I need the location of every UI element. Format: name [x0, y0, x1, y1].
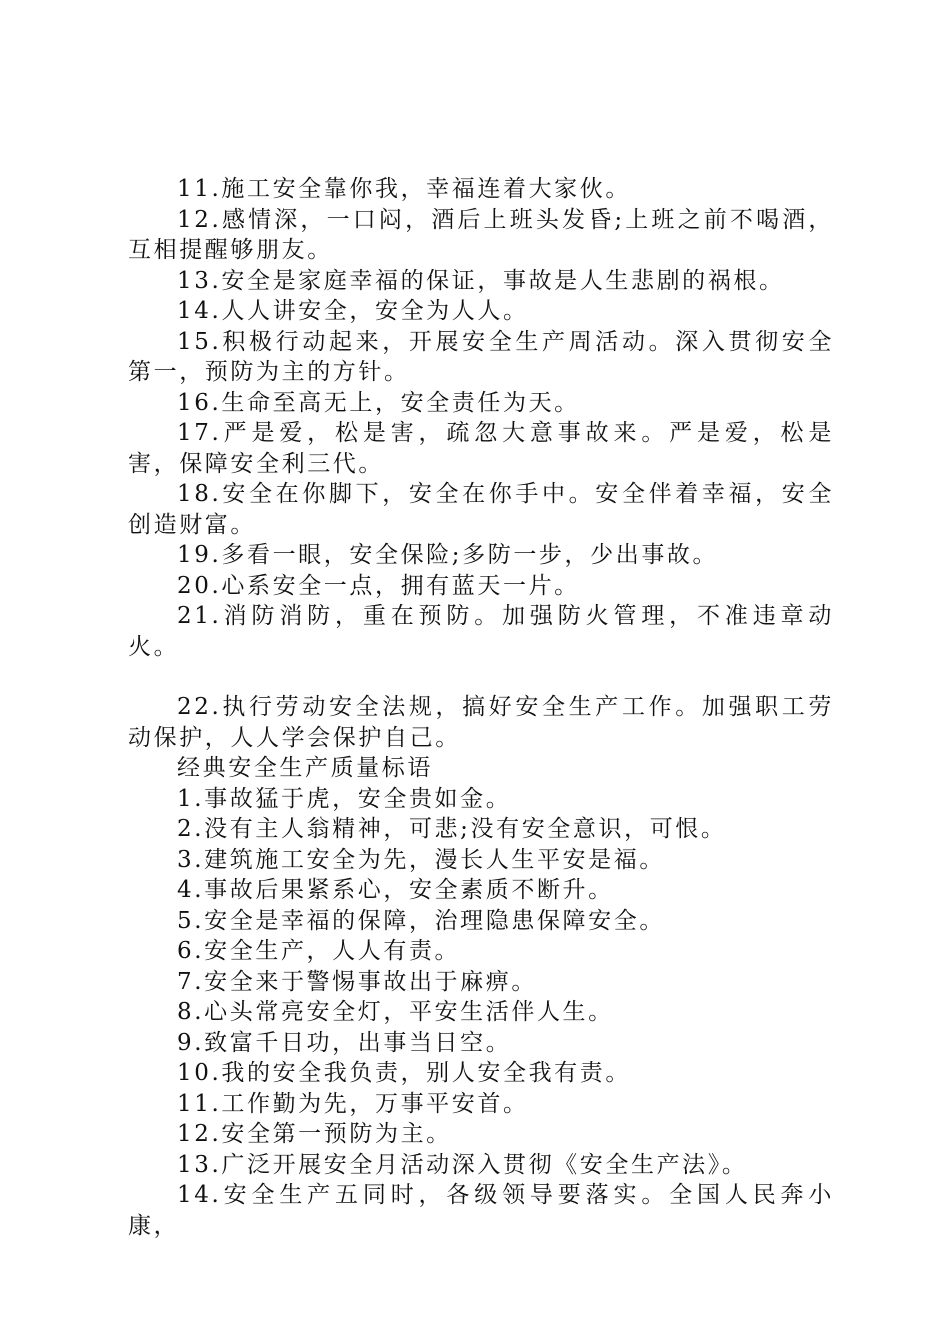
- slogan-5: 5.安全是幸福的保障，治理隐患保障安全。: [177, 907, 665, 934]
- paragraph-17: 17.严是爱，松是害，疏忽大意事故来。严是爱，松是害，保障安全利三代。: [128, 420, 834, 477]
- slogan-3: 3.建筑施工安全为先，漫长人生平安是福。: [177, 846, 665, 873]
- slogan-1: 1.事故猛于虎，安全贵如金。: [177, 785, 512, 812]
- paragraph-20: 20.心系安全一点，拥有蓝天一片。: [177, 572, 580, 599]
- slogan-10: 10.我的安全我负责，别人安全我有责。: [177, 1060, 631, 1086]
- paragraph-22: 22.执行劳动安全法规，搞好安全生产工作。加强职工劳动保护，人人学会保护自己。: [128, 694, 834, 751]
- paragraph-21: 21.消防消防，重在预防。加强防火管理，不准违章动火。: [128, 603, 834, 660]
- paragraph-15: 15.积极行动起来，开展安全生产周活动。深入贯彻安全第一，预防为主的方针。: [128, 328, 834, 385]
- paragraph-12: 12.感情深，一口闷，酒后上班头发昏;上班之前不喝酒，互相提醒够朋友。: [128, 206, 834, 263]
- document-body: [128, 174, 834, 1241]
- slogan-2: 2.没有主人翁精神，可悲;没有安全意识，可恨。: [177, 816, 727, 842]
- slogan-8: 8.心头常亮安全灯，平安生活伴人生。: [177, 999, 614, 1025]
- slogan-12: 12.安全第一预防为主。: [177, 1121, 452, 1147]
- slogan-14: 14.安全生产五同时，各级领导要落实。全国人民奔小康，: [128, 1182, 834, 1239]
- slogan-7: 7.安全来于警惕事故出于麻痹。: [177, 968, 537, 995]
- slogan-13: 13.广泛开展安全月活动深入贯彻《安全生产法》。: [177, 1151, 748, 1178]
- paragraph-gap: [128, 662, 834, 692]
- section-heading: 经典安全生产质量标语: [177, 755, 433, 781]
- paragraph-19: 19.多看一眼，安全保险;多防一步，少出事故。: [177, 542, 719, 568]
- slogan-11: 11.工作勤为先，万事平安首。: [177, 1090, 529, 1117]
- paragraph-16: 16.生命至高无上，安全责任为天。: [177, 389, 580, 416]
- paragraph-13: 13.安全是家庭幸福的保证，事故是人生悲剧的祸根。: [177, 267, 785, 294]
- slogan-9: 9.致富千日功，出事当日空。: [177, 1029, 512, 1056]
- paragraph-18: 18.安全在你脚下，安全在你手中。安全伴着幸福，安全创造财富。: [128, 481, 834, 538]
- slogan-4: 4.事故后果紧系心，安全素质不断升。: [177, 877, 614, 903]
- paragraph-11: 11.施工安全靠你我，幸福连着大家伙。: [177, 176, 631, 202]
- paragraph-14: 14.人人讲安全，安全为人人。: [177, 298, 529, 324]
- slogan-6: 6.安全生产，人人有责。: [177, 938, 461, 964]
